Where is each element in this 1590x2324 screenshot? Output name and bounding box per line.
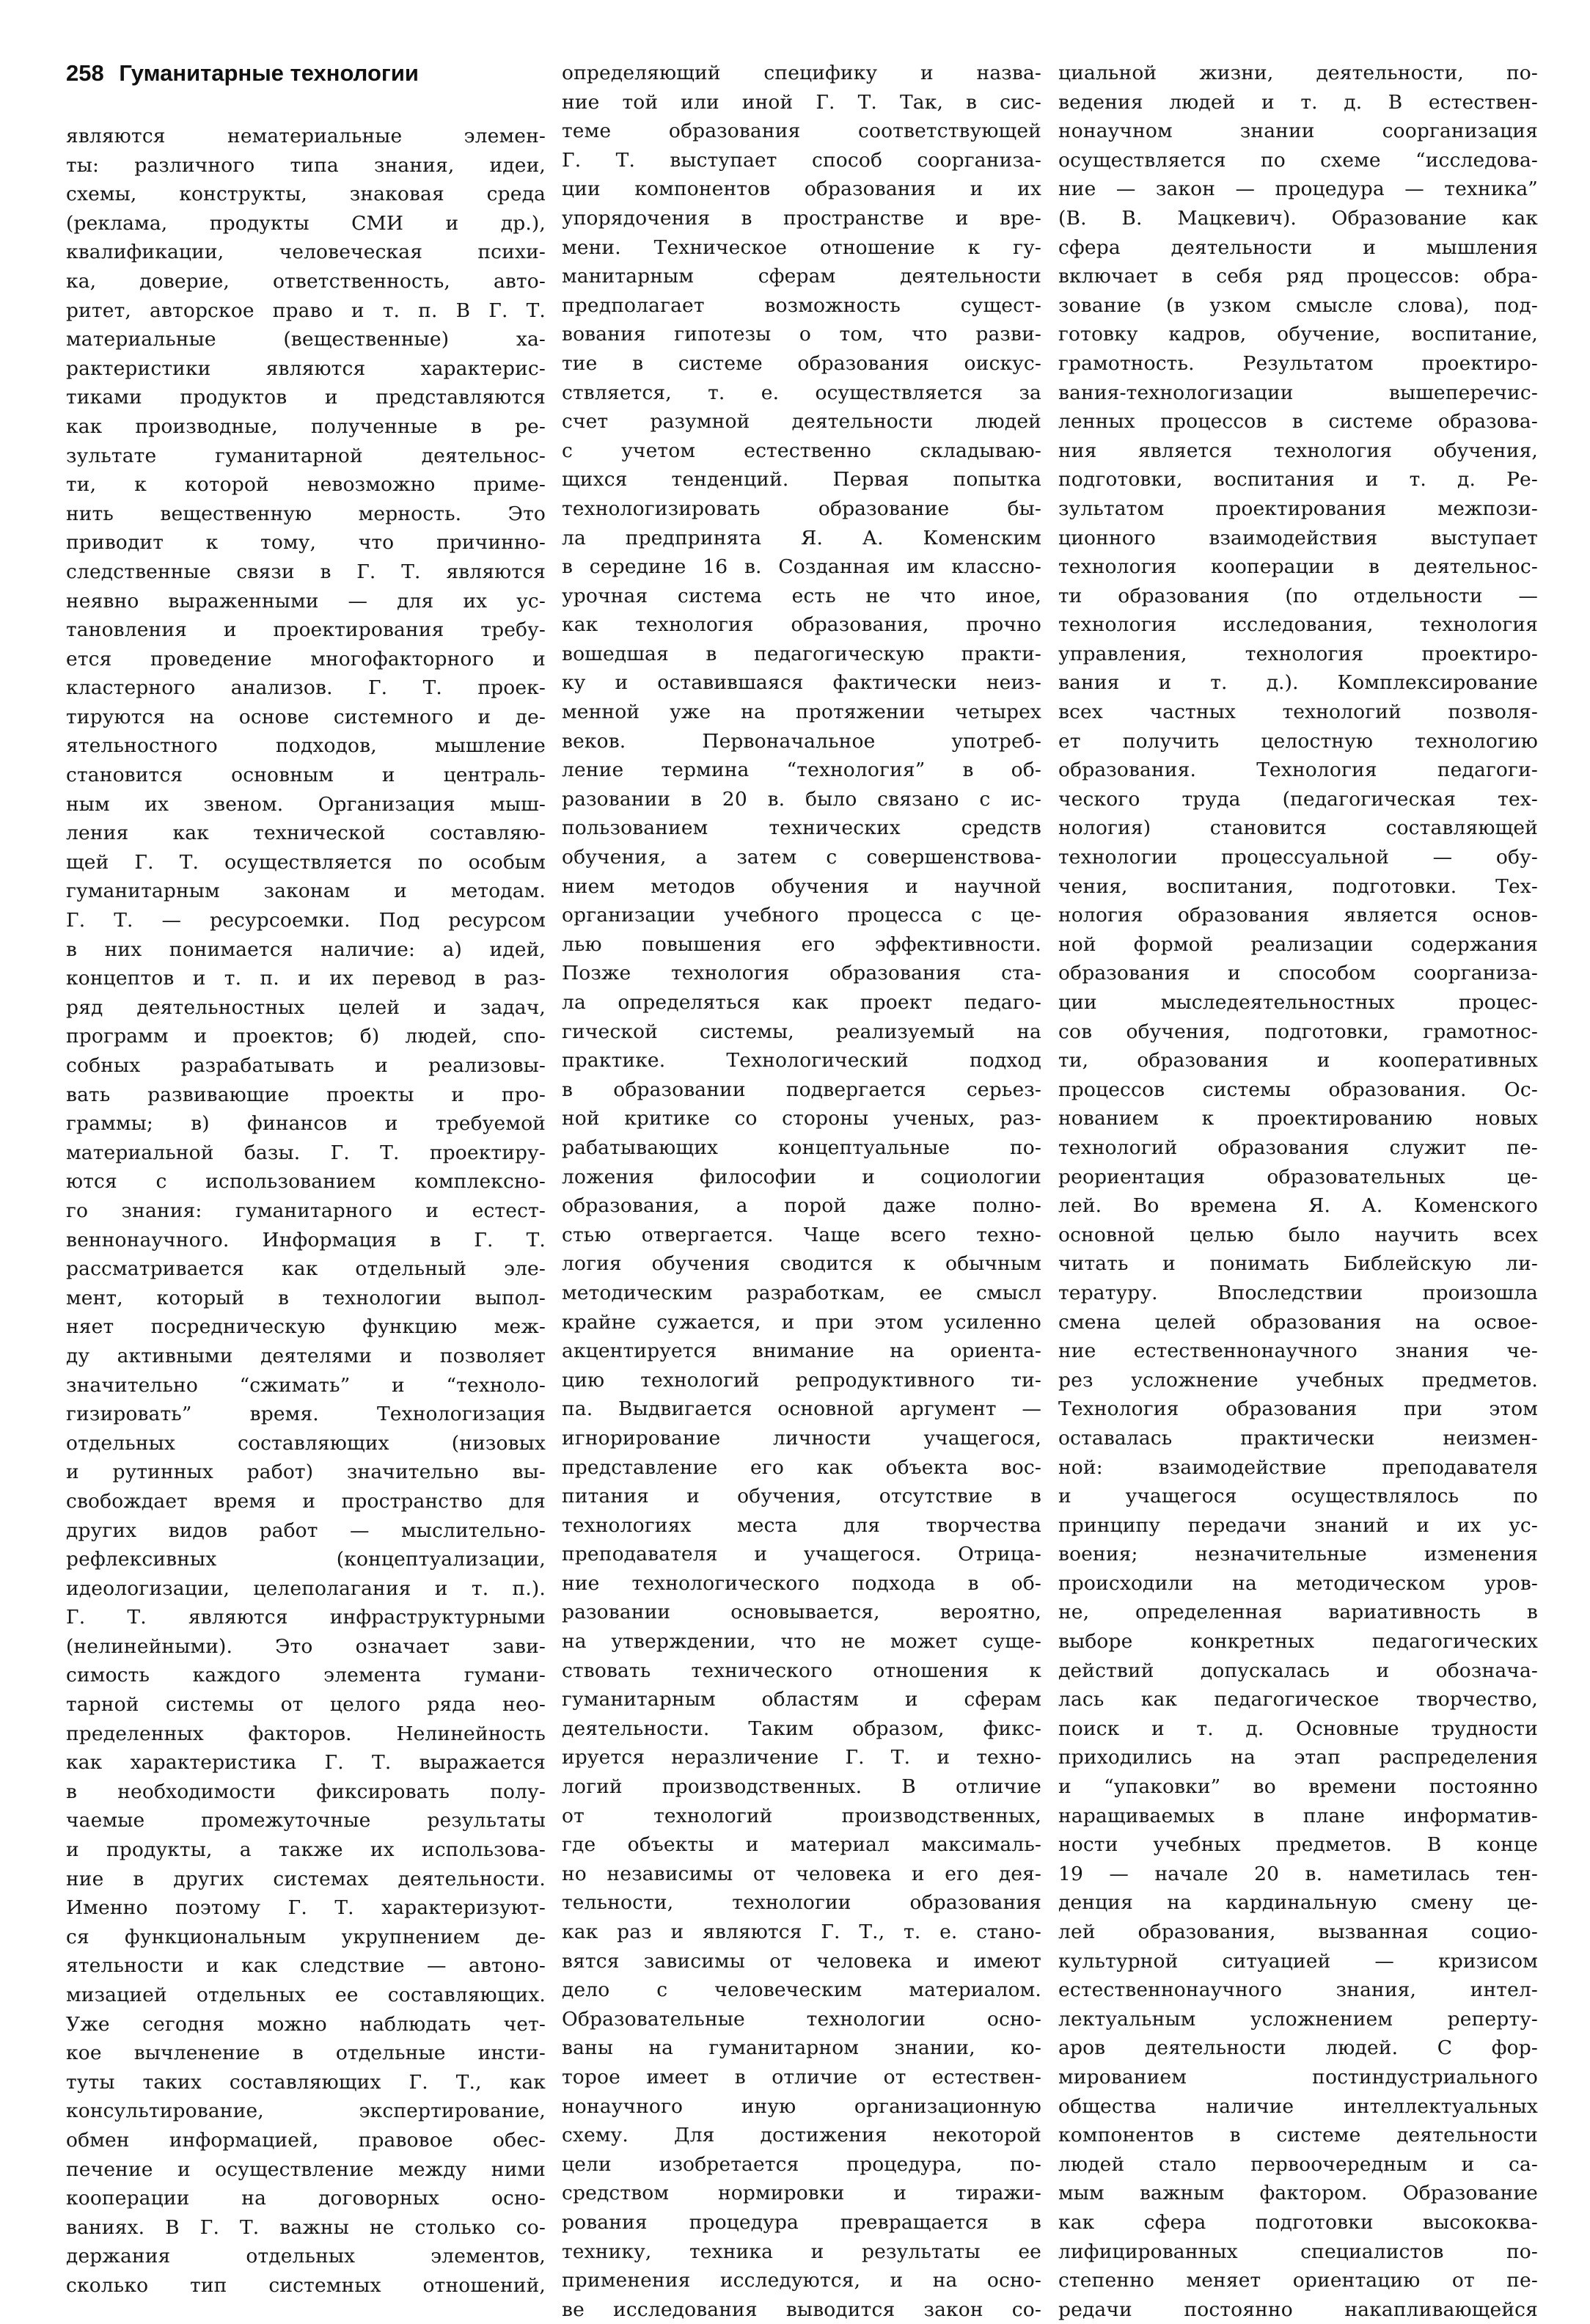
text-line: тельности, технологии образования (562, 1891, 1041, 1915)
text-line: лей. Во времена Я. А. Коменского (1058, 1194, 1538, 1218)
text-line: игнорирование личности учащегося, (562, 1426, 1041, 1450)
text-line: образования. Технология педагоги- (1058, 759, 1538, 782)
text-line: приводит к тому, что причинно- (66, 531, 546, 555)
text-line: ряд деятельностных целей и задач, (66, 995, 546, 1019)
text-line: естественнонаучного знания, интел- (1058, 1978, 1538, 2002)
text-line: Образовательные технологии осно- (562, 2007, 1041, 2031)
text-line: образования и способом соорганиза- (1058, 962, 1538, 985)
text-line: обучения, а затем с совершенствова- (562, 846, 1041, 869)
text-line: сфера деятельности и мышления (1058, 235, 1538, 259)
text-line: ваны на гуманитарном знании, ко- (562, 2036, 1041, 2060)
text-line: организации учебного процесса с це- (562, 904, 1041, 927)
text-line: Г. Т. — ресурсоемки. Под ресурсом (66, 909, 546, 932)
text-line: чения, воспитания, подготовки. Тех- (1058, 874, 1538, 898)
running-title: Гуманитарные технологии (119, 60, 419, 86)
text-line: методическим разработкам, ее смысл (562, 1281, 1041, 1304)
text-line: в образовании подвергается серьез- (562, 1078, 1041, 1101)
text-line: го знания: гуманитарного и естест- (66, 1199, 546, 1222)
text-line: пределенных факторов. Нелинейность (66, 1722, 546, 1745)
text-line: логий производственных. В отличие (562, 1775, 1041, 1799)
text-line: мым важным фактором. Образование (1058, 2182, 1538, 2205)
text-line: и учащегося осуществлялось по (1058, 1485, 1538, 1508)
text-line: наращиваемых в плане информатив- (1058, 1804, 1538, 1827)
text-line: в необходимости фиксировать полу- (66, 1780, 546, 1803)
text-line: тие в системе образования оискус- (562, 351, 1041, 375)
text-line: управления, технология проектиро- (1058, 642, 1538, 665)
text-line: ление термина “технология” в об- (562, 759, 1041, 782)
text-line: симость каждого элемента гумани- (66, 1664, 546, 1687)
text-line: материальной базы. Г. Т. проектиру- (66, 1141, 546, 1164)
text-line: ческого труда (педагогическая тех- (1058, 787, 1538, 811)
text-line: схемы, конструкты, знаковая среда (66, 183, 546, 206)
text-line: Г. Т. выступает способ соорганиза- (562, 148, 1041, 172)
text-line: ти образования (по отдельности — (1058, 584, 1538, 607)
text-line: (нелинейными). Это означает зави- (66, 1634, 546, 1658)
text-line: ции компонентов образования и их (562, 178, 1041, 201)
text-line: дело с человеческим материалом. (562, 1978, 1041, 2002)
text-line: нология образования является основ- (1058, 904, 1538, 927)
text-line: приходились на этап распределения (1058, 1746, 1538, 1769)
text-line: рассматривается как отдельный эле- (66, 1257, 546, 1281)
text-line: ния является технология обучения, (1058, 439, 1538, 462)
text-column-1 (66, 122, 546, 2301)
text-line: кластерного анализов. Г. Т. проек- (66, 676, 546, 700)
text-line: лифицированных специалистов по- (1058, 2240, 1538, 2263)
text-line: воения; незначительные изменения (1058, 1543, 1538, 1566)
text-line: манитарным сферам деятельности (562, 265, 1041, 288)
text-line: ствовать технического отношения к (562, 1659, 1041, 1682)
text-line: консультирование, экспертирование, (66, 2100, 546, 2123)
text-line: схему. Для достижения некоторой (562, 2124, 1041, 2147)
text-line: ты: различного типа знания, идеи, (66, 153, 546, 177)
text-line: зование (в узком смысле слова), под- (1058, 293, 1538, 317)
text-line: неявно выраженными — для их ус- (66, 589, 546, 613)
text-line: практике. Технологический подход (562, 1049, 1041, 1073)
text-line: чаемые промежуточные результаты (66, 1809, 546, 1832)
text-line: ируется неразличение Г. Т. и техно- (562, 1746, 1041, 1769)
text-line: нонаучного иную организационную (562, 2094, 1041, 2118)
text-line: (реклама, продукты СМИ и др.), (66, 211, 546, 235)
text-line: щихся тенденций. Первая попытка (562, 468, 1041, 492)
text-line: поиск и т. д. Основные трудности (1058, 1717, 1538, 1740)
text-line: идеологизации, целеполагания и т. п.). (66, 1576, 546, 1600)
text-line: технику, техника и результаты ее (562, 2240, 1041, 2263)
text-line: цели изобретается процедура, по- (562, 2152, 1041, 2176)
text-line: концептов и т. п. и их перевод в раз- (66, 967, 546, 990)
text-line: ной формой реализации содержания (1058, 932, 1538, 956)
text-line: пользованием технических средств (562, 816, 1041, 840)
text-line: Именно поэтому Г. Т. характеризуют- (66, 1896, 546, 1920)
text-line: рефлексивных (концептуализации, (66, 1548, 546, 1571)
text-line: представление его как объекта вос- (562, 1455, 1041, 1479)
text-line: питания и обучения, отсутствие в (562, 1485, 1041, 1508)
text-line: собных разрабатывать и реализовы- (66, 1054, 546, 1077)
text-line: технологизировать образование бы- (562, 497, 1041, 520)
text-line: ет получить целостную технологию (1058, 729, 1538, 753)
text-line: ние — закон — процедура — техника” (1058, 178, 1538, 201)
text-line: лей образования, вызванная социо- (1058, 1921, 1538, 1943)
text-line: тановления и проектирования требу- (66, 618, 546, 642)
text-line: читать и понимать Библейскую ли- (1058, 1252, 1538, 1276)
text-line: как технология образования, прочно (562, 613, 1041, 637)
text-line: гической системы, реализуемый на (562, 1020, 1041, 1043)
text-line: (В. В. Мацкевич). Образование как (1058, 206, 1538, 230)
text-line: Уже сегодня можно наблюдать чет- (66, 2012, 546, 2036)
text-line: ти, к которой невозможно приме- (66, 473, 546, 497)
text-line: ствляется, т. е. осуществляется за (562, 381, 1041, 404)
text-line: сколько тип системных отношений, (66, 2273, 546, 2297)
text-line: становится основным и централь- (66, 764, 546, 787)
text-line: ритет, авторское право и т. п. В Г. Т. (66, 299, 546, 322)
text-line: ла предпринята Я. А. Коменским (562, 526, 1041, 549)
text-line: преподавателя и учащегося. Отрица- (562, 1543, 1041, 1566)
text-line: зультате гуманитарной деятельнос- (66, 444, 546, 467)
text-line: лью повышения его эффективности. (562, 932, 1041, 956)
text-line: определяющий специфику и назва- (562, 62, 1041, 84)
text-line: ленных процессов в системе образова- (1058, 410, 1538, 434)
text-line: на утверждении, что не может суще- (562, 1630, 1041, 1654)
text-line: значительно “сжимать” и “техноло- (66, 1373, 546, 1397)
text-line: ние той или иной Г. Т. Так, в сис- (562, 90, 1041, 114)
text-line: ла определяться как проект педаго- (562, 991, 1041, 1014)
text-line: держания отдельных элементов, (66, 2245, 546, 2268)
text-line: ной: взаимодействие преподавателя (1058, 1455, 1538, 1479)
text-line: нонаучном знании соорганизация (1058, 120, 1538, 143)
text-line: 19 — начале 20 в. наметилась тен- (1058, 1862, 1538, 1885)
text-line: вать развивающие проекты и про- (66, 1083, 546, 1106)
text-line: лась как педагогическое творчество, (1058, 1688, 1538, 1711)
text-line: принципу передачи знаний и их ус- (1058, 1513, 1538, 1537)
text-line: ционного взаимодействия выступает (1058, 526, 1538, 549)
text-line: средством нормировки и тиражи- (562, 2182, 1041, 2205)
text-line: вятся зависимы от человека и имеют (562, 1949, 1041, 1973)
text-line: являются нематериальные элемен- (66, 125, 546, 147)
text-line: деятельности. Таким образом, фикс- (562, 1717, 1041, 1740)
text-line: стью отвергается. Чаще всего техно- (562, 1223, 1041, 1246)
text-line: нованием к проектированию новых (1058, 1107, 1538, 1130)
text-line: кооперации на договорных осно- (66, 2187, 546, 2210)
text-column-3 (1058, 59, 1538, 2324)
text-line: как характеристика Г. Т. выражается (66, 1751, 546, 1775)
text-line: веков. Первоначальное употреб- (562, 729, 1041, 753)
text-line: лектуальным усложнением реперту- (1058, 2007, 1538, 2031)
text-line: ным их звеном. Организация мыш- (66, 792, 546, 816)
text-line: ятельности и как следствие — автоно- (66, 1954, 546, 1978)
text-line: туты таких составляющих Г. Т., как (66, 2070, 546, 2094)
text-line: тературу. Впоследствии произошла (1058, 1281, 1538, 1304)
text-line: мени. Техническое отношение к гу- (562, 235, 1041, 259)
text-line: торое имеет в отличие от естествен- (562, 2065, 1041, 2089)
text-line: веннонаучного. Информация в Г. Т. (66, 1228, 546, 1251)
text-line: компонентов в системе деятельности (1058, 2124, 1538, 2147)
text-line: ложения философии и социологии (562, 1165, 1041, 1188)
text-line: степенно меняет ориентацию от пе- (1058, 2269, 1538, 2292)
text-line: цию технологий репродуктивного ти- (562, 1368, 1041, 1392)
text-line: в них понимается наличие: а) идей, (66, 938, 546, 961)
text-line: программ и проектов; б) людей, спо- (66, 1025, 546, 1048)
text-line: готовку кадров, обучение, воспитание, (1058, 323, 1538, 346)
text-line: ления как технической составляю- (66, 822, 546, 845)
text-line: включает в себя ряд процессов: обра- (1058, 265, 1538, 288)
text-line: технологий образования служит пе- (1058, 1136, 1538, 1159)
text-line: ется проведение многофакторного и (66, 647, 546, 670)
text-line: не, определенная вариативность в (1058, 1601, 1538, 1624)
text-line: мизацией отдельных ее составляющих. (66, 1984, 546, 2006)
text-line: с учетом естественно складываю- (562, 439, 1041, 462)
text-line: печение и осуществление между ними (66, 2157, 546, 2181)
text-line: ние в других системах деятельности. (66, 1867, 546, 1890)
text-line: процессов системы образования. Ос- (1058, 1078, 1538, 1101)
text-line: ду активными деятелями и позволяет (66, 1344, 546, 1367)
text-line: денция на кардинальную смену це- (1058, 1891, 1538, 1915)
text-line: крайне сужается, и при этом усиленно (562, 1310, 1041, 1334)
text-line: гуманитарным областям и сферам (562, 1688, 1041, 1711)
text-line: от технологий производственных, (562, 1804, 1041, 1827)
text-line: применения исследуются, и на осно- (562, 2269, 1041, 2292)
text-line: упорядочения в пространстве и вре- (562, 206, 1041, 230)
text-line: ятельностного подходов, мышление (66, 734, 546, 758)
text-line: как производные, полученные в ре- (66, 414, 546, 438)
text-line: вания-технологизации вышеперечис- (1058, 381, 1538, 404)
text-line: и “упаковки” во времени постоянно (1058, 1775, 1538, 1799)
text-line: технология кооперации в деятельнос- (1058, 555, 1538, 579)
text-line: выборе конкретных педагогических (1058, 1630, 1538, 1654)
text-line: обмен информацией, правовое обес- (66, 2128, 546, 2152)
text-line: ности учебных предметов. В конце (1058, 1833, 1538, 1857)
text-line: отдельных составляющих (низовых (66, 1431, 546, 1455)
text-line: теме образования соответствующей (562, 120, 1041, 143)
text-line: ние естественнонаучного знания че- (1058, 1340, 1538, 1363)
text-line: счет разумной деятельности людей (562, 410, 1041, 434)
text-line: кое вычленение в отдельные инсти- (66, 2042, 546, 2065)
text-line: аров деятельности людей. С фор- (1058, 2036, 1538, 2060)
text-line: ти, образования и кооперативных (1058, 1049, 1538, 1073)
text-line: в середине 16 в. Созданная им классно- (562, 555, 1041, 579)
text-line: акцентируется внимание на ориента- (562, 1340, 1041, 1363)
text-line: реориентация образовательных це- (1058, 1165, 1538, 1188)
text-line: нить вещественную мерность. Это (66, 502, 546, 525)
text-line: мированием постиндустриального (1058, 2065, 1538, 2089)
text-line: урочная система есть не что иное, (562, 584, 1041, 607)
text-line: ся функциональным укрупнением де- (66, 1925, 546, 1948)
text-line: циальной жизни, деятельности, по- (1058, 62, 1538, 84)
text-line: рактеристики являются характерис- (66, 357, 546, 380)
text-line: тиками продуктов и представляются (66, 386, 546, 409)
text-line: общества наличие интеллектуальных (1058, 2094, 1538, 2118)
text-line: ку и оставившаяся фактически неиз- (562, 671, 1041, 695)
text-line: как сфера подготовки высококва- (1058, 2210, 1538, 2234)
text-line: разовании основывается, вероятно, (562, 1601, 1041, 1624)
text-line: ве исследования выводится закон со- (562, 2298, 1041, 2321)
text-line: но независимы от человека и его дея- (562, 1862, 1041, 1885)
text-line: осуществляется по схеме “исследова- (1058, 148, 1538, 172)
text-line: оставалась практически неизмен- (1058, 1426, 1538, 1450)
text-line: ние технологического подхода в об- (562, 1571, 1041, 1595)
text-line: зультатом проектирования межпози- (1058, 497, 1538, 520)
text-line: и продукты, а также их использова- (66, 1838, 546, 1862)
text-line: технологии процессуальной — обу- (1058, 846, 1538, 869)
text-line: рования процедура превращается в (562, 2210, 1041, 2234)
text-line: основной целью было научить всех (1058, 1223, 1538, 1246)
text-line: няет посредническую функцию меж- (66, 1315, 546, 1339)
text-line: технологиях места для творчества (562, 1513, 1041, 1537)
text-line: нология) становится составляющей (1058, 816, 1538, 840)
text-line: как раз и являются Г. Т., т. е. стано- (562, 1921, 1041, 1943)
text-line: вания и т. д.). Комплексирование (1058, 671, 1538, 695)
text-line: материальные (вещественные) ха- (66, 328, 546, 351)
text-line: предполагает возможность сущест- (562, 293, 1041, 317)
text-line: логия обучения сводится к обычным (562, 1252, 1041, 1276)
text-line: квалификации, человеческая психи- (66, 241, 546, 264)
text-line: культурной ситуацией — кризисом (1058, 1949, 1538, 1973)
text-line: Технология образования при этом (1058, 1397, 1538, 1421)
text-line: ведения людей и т. д. В естествен- (1058, 90, 1538, 114)
text-line: ются с использованием комплексно- (66, 1170, 546, 1194)
text-line: граммы; в) финансов и требуемой (66, 1112, 546, 1136)
text-line: рабатывающих концептуальные по- (562, 1136, 1041, 1159)
text-line: смена целей образования на освое- (1058, 1310, 1538, 1334)
text-line: Г. Т. являются инфраструктурными (66, 1606, 546, 1629)
text-column-2 (562, 59, 1041, 2324)
text-line: людей стало первоочередным и са- (1058, 2152, 1538, 2176)
page-number: 258 (66, 60, 104, 86)
text-line: па. Выдвигается основной аргумент — (562, 1397, 1041, 1421)
text-line: происходили на методическом уров- (1058, 1571, 1538, 1595)
text-line: ваниях. В Г. Т. важны не столько со- (66, 2215, 546, 2239)
text-line: вования гипотезы о том, что разви- (562, 323, 1041, 346)
running-head (66, 60, 428, 87)
text-line: вошедшая в педагогическую практи- (562, 642, 1041, 665)
text-line: сов обучения, подготовки, грамотнос- (1058, 1020, 1538, 1043)
text-line: образования, а порой даже полно- (562, 1194, 1041, 1218)
text-line: редачи постоянно накапливающейся (1058, 2298, 1538, 2321)
text-line: Позже технология образования ста- (562, 962, 1041, 985)
text-line: ции мыследеятельностных процес- (1058, 991, 1538, 1014)
text-line: тируются на основе системного и де- (66, 705, 546, 728)
text-line: ной критике со стороны ученых, раз- (562, 1107, 1041, 1130)
text-line: всех частных технологий позволя- (1058, 701, 1538, 724)
text-line: нием методов обучения и научной (562, 874, 1041, 898)
text-line: рез усложнение учебных предметов. (1058, 1368, 1538, 1392)
text-line: и рутинных работ) значительно вы- (66, 1461, 546, 1484)
text-line: свобождает время и пространство для (66, 1489, 546, 1513)
text-line: мент, который в технологии выпол- (66, 1286, 546, 1309)
text-line: ка, доверие, ответственность, авто- (66, 269, 546, 293)
text-line: где объекты и материал максималь- (562, 1833, 1041, 1857)
text-line: подготовки, воспитания и т. д. Ре- (1058, 468, 1538, 492)
text-line: технология исследования, технология (1058, 613, 1538, 637)
text-line: гуманитарным законам и методам. (66, 880, 546, 903)
text-line: щей Г. Т. осуществляется по особым (66, 850, 546, 874)
text-line: разовании в 20 в. было связано с ис- (562, 787, 1041, 811)
text-line: следственные связи в Г. Т. являются (66, 560, 546, 583)
text-line: других видов работ — мыслительно- (66, 1519, 546, 1542)
text-line: грамотность. Результатом проектиро- (1058, 351, 1538, 375)
text-line: гизировать” время. Технологизация (66, 1403, 546, 1426)
text-line: менной уже на протяжении четырех (562, 701, 1041, 724)
text-line: тарной системы от целого ряда нео- (66, 1693, 546, 1717)
text-line: действий допускалась и обознача- (1058, 1659, 1538, 1682)
